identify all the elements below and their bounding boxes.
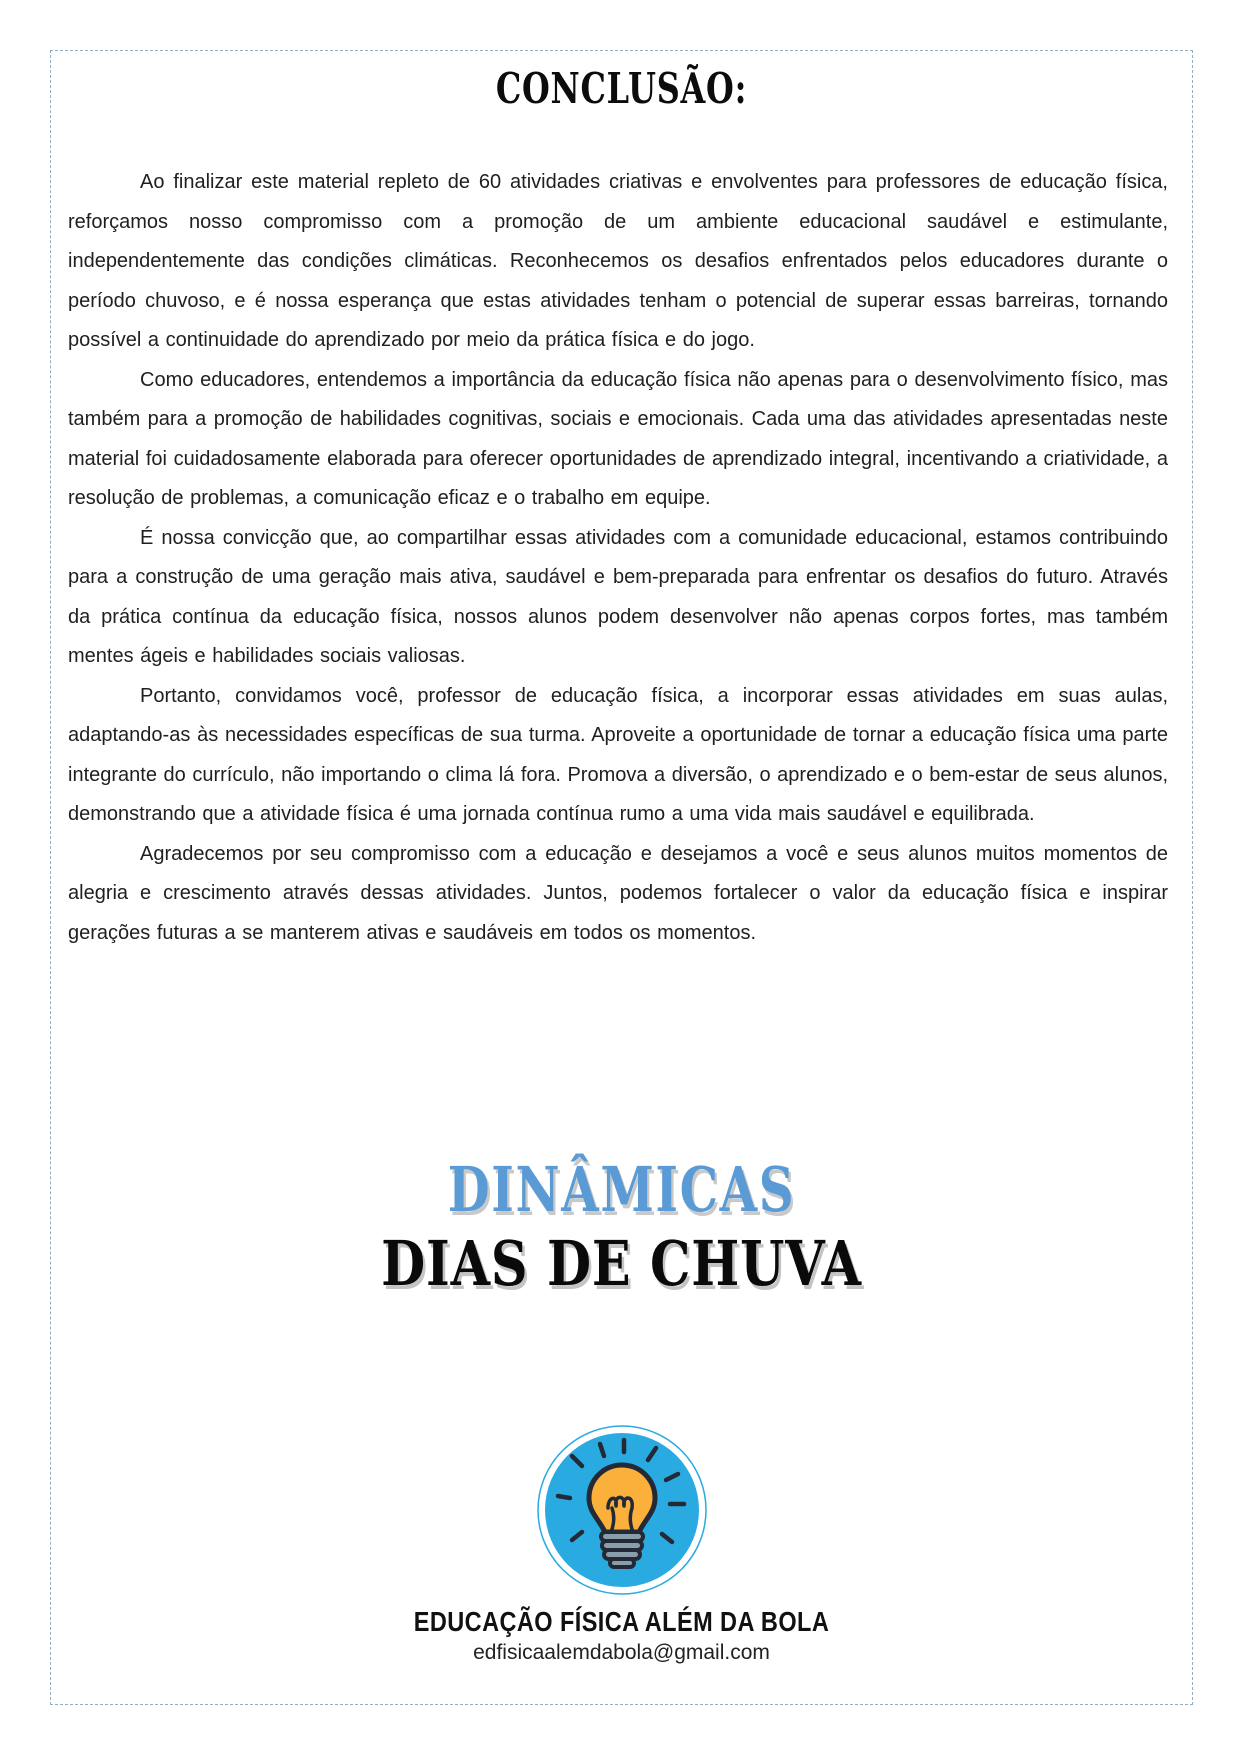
conclusion-body — [68, 163, 1168, 953]
paragraph-3: É nossa convicção que, ao compartilhar essas atividades com a comunidade educacional, estamos contribuindo para a construção de uma geração mais ativa, saudável e bem-preparada para enfrentar os desafios do futuro. Através da prática contínua da educação física, nossos alunos podem desenvolver não apenas corpos fortes, mas também mentes ágeis e habilidades sociais valiosas. — [68, 526, 1168, 667]
lightbulb-icon — [534, 1422, 710, 1598]
paragraph-5: Agradecemos por seu compromisso com a educação e desejamos a você e seus alunos muitos momentos de alegria e crescimento através dessas atividades. Juntos, podemos fortalecer o valor da educação física e inspirar gerações futuras a se manterem ativas e saudáveis em todos os momentos. — [68, 842, 1168, 944]
brand-name: EDUCAÇÃO FÍSICA ALÉM DA BOLA — [413, 1606, 830, 1637]
paragraph-1: Ao finalizar este material repleto de 60 atividades criativas e envolventes para professores de educação física, reforçamos nosso compromisso com a promoção de um ambiente educacional saudável e estimulante, independentemente das condições climáticas. Reconhecemos os desafios enfrentados pelos educadores durante o período chuvoso, e é nossa esperança que estas atividades tenham o potencial de superar essas barreiras, tornando possível a continuidade do aprendizado por meio da prática física e do jogo. — [68, 171, 1168, 351]
headline-dinamicas: DINÂMICAS — [447, 1153, 796, 1226]
brand-email: edfisicaalemdabola@gmail.com — [473, 1641, 770, 1664]
paragraph-2: Como educadores, entendemos a importância da educação física não apenas para o desenvolvimento físico, mas também para a promoção de habilidades cognitivas, sociais e emocionais. Cada uma das atividades apresentadas neste material foi cuidadosamente elaborada para oferecer oportunidades de aprendizado integral, incentivando a criatividade, a resolução de problemas, a comunicação eficaz e o trabalho em equipe. — [68, 368, 1168, 509]
brand-logo — [51, 1422, 1192, 1598]
headline-dias-de-chuva: DIAS DE CHUVA — [381, 1227, 862, 1300]
document-title: CONCLUSÃO: — [495, 64, 748, 113]
page-border-frame — [50, 50, 1193, 1705]
paragraph-4: Portanto, convidamos você, professor de educação física, a incorporar essas atividades em suas aulas, adaptando-as às necessidades específicas de sua turma. Aproveite a oportunidade de tornar a educação física uma parte integrante do currículo, não importando o clima lá fora. Promova a diversão, o aprendizado e o bem-estar de seus alunos, demonstrando que a atividade física é uma jornada contínua rumo a uma vida mais saudável e equilibrada. — [68, 684, 1168, 825]
